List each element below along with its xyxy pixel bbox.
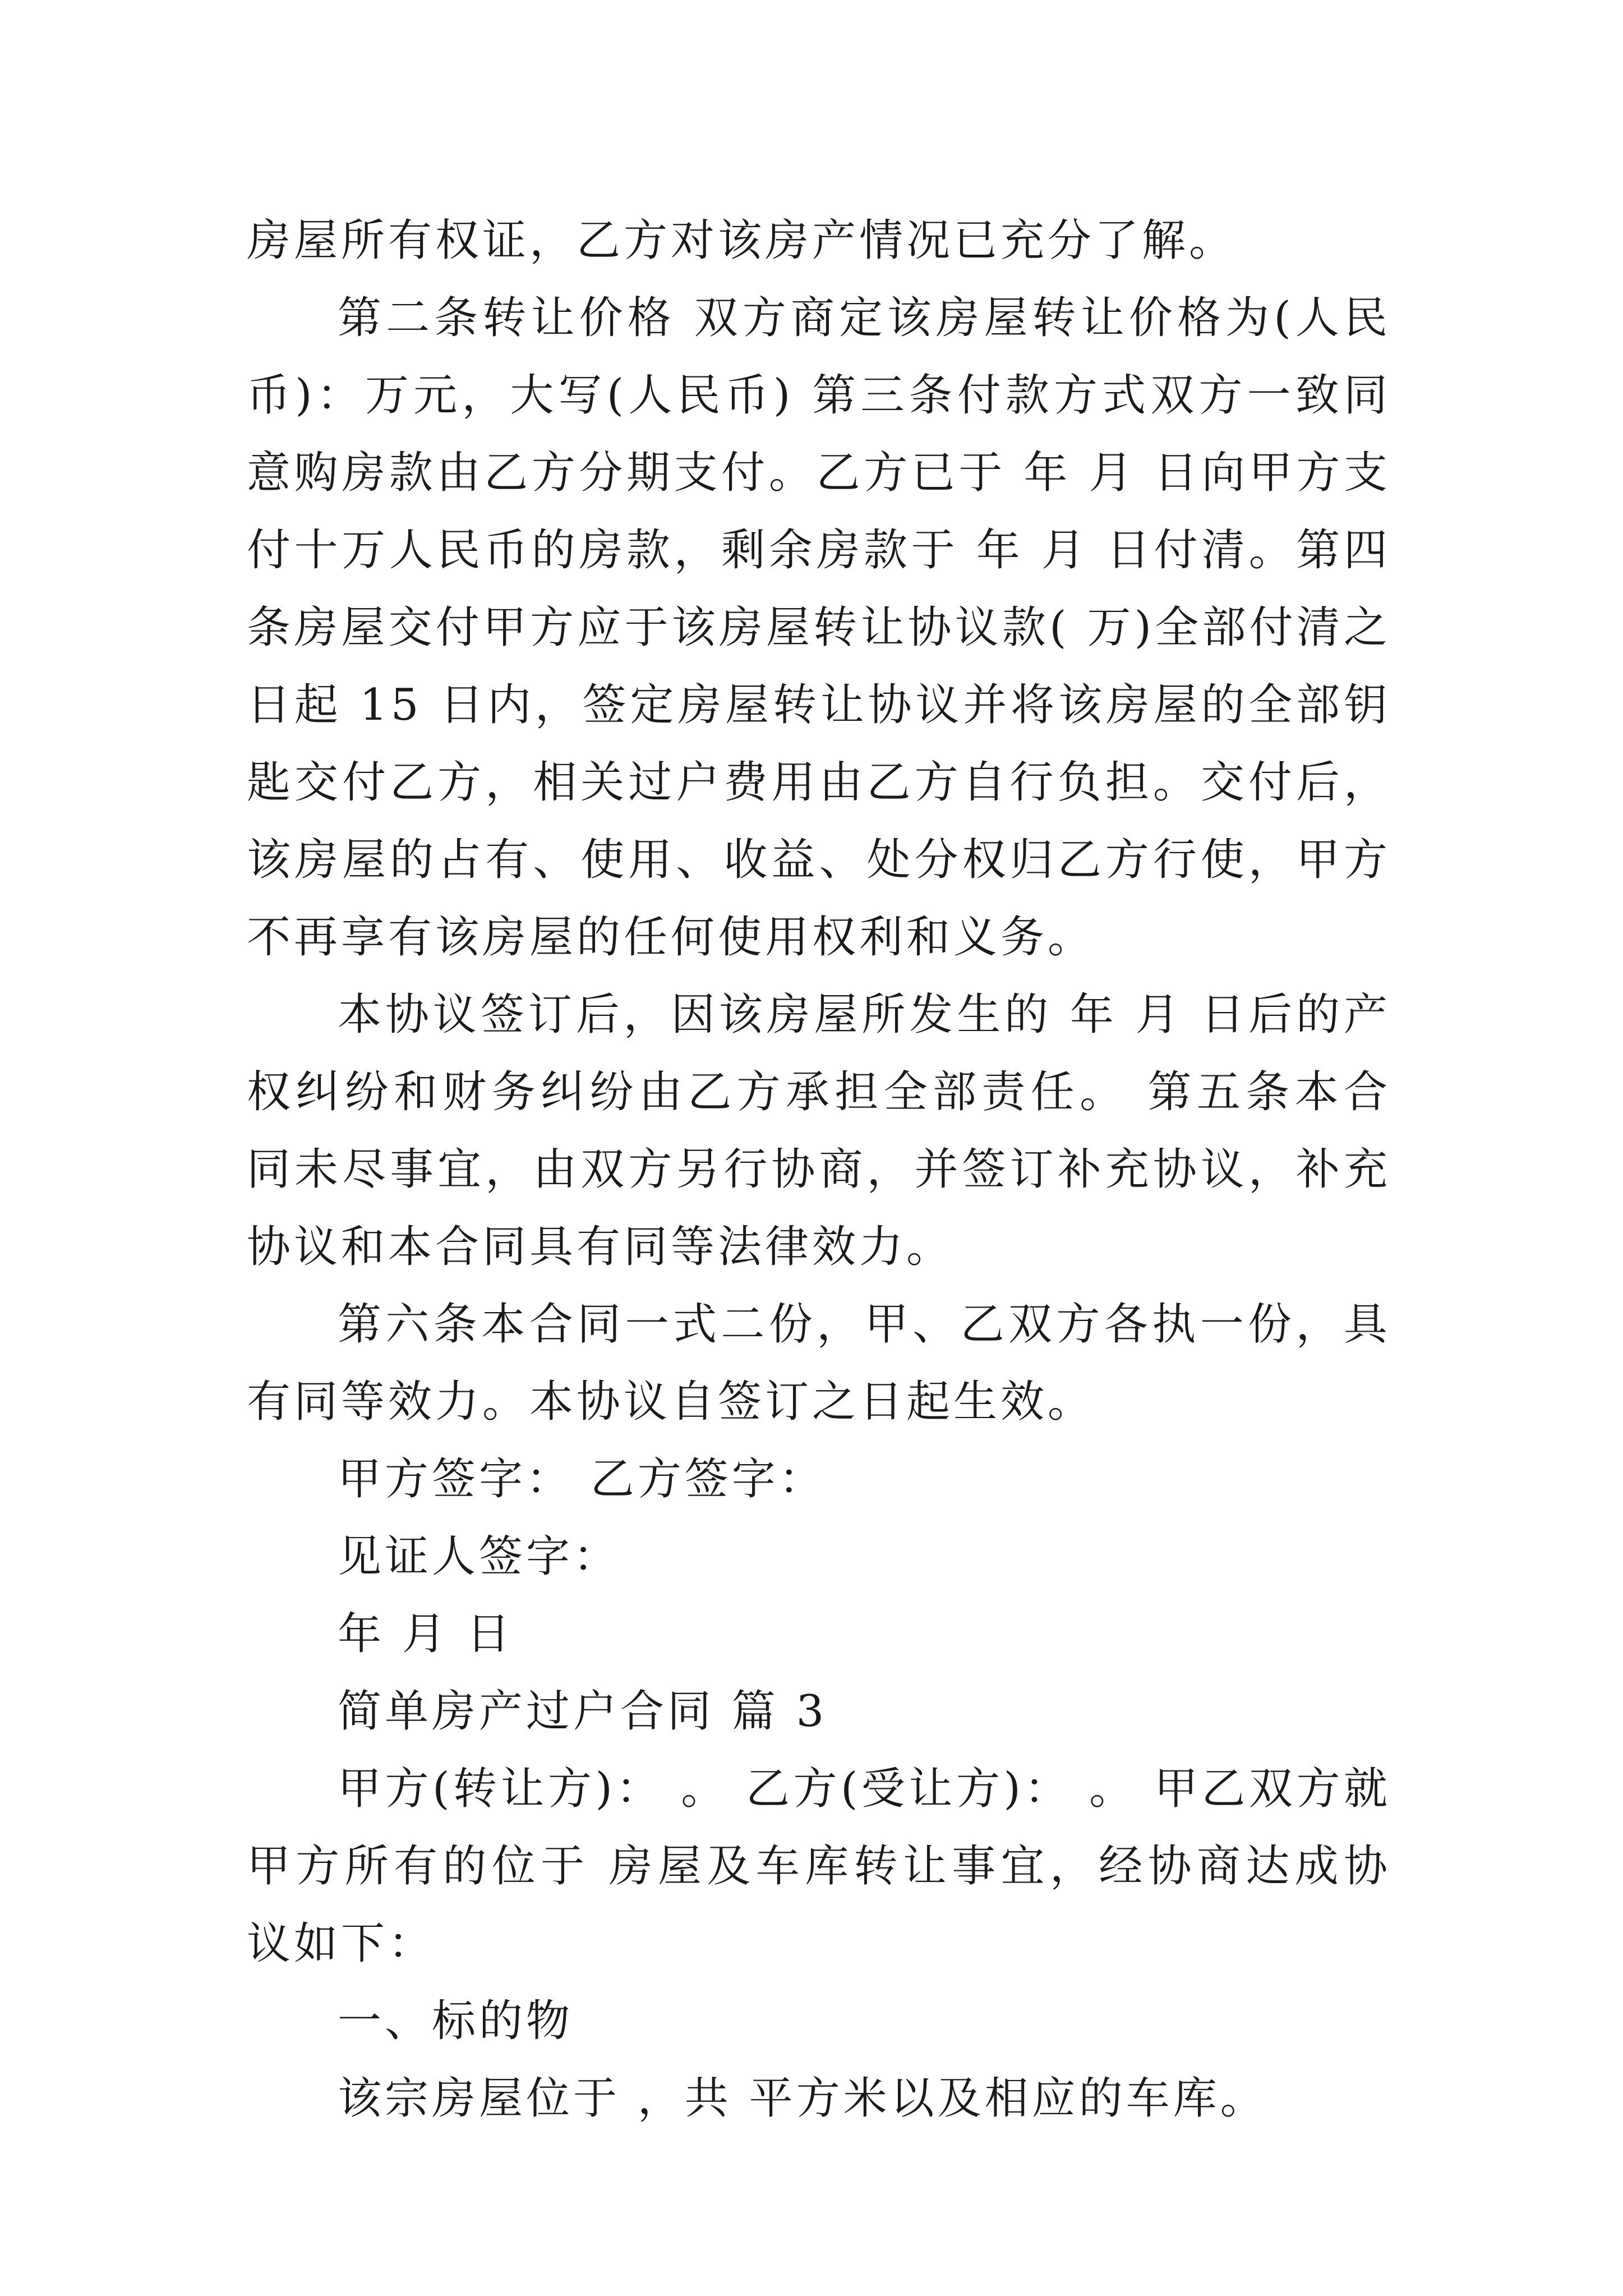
paragraph-parties: 甲方(转让方)： 。 乙方(受让方)： 。 甲乙双方就甲方所有的位于 房屋及车库转让事宜，经协商达成协议如下： [247,1764,1391,1969]
paragraph-article-2-4: 第二条转让价格 双方商定该房屋转让价格为(人民币)：万元，大写(人民币) 第三条付款方式双方一致同意购房款由乙方分期支付。乙方已于 年 月 日向甲方支付十万人民币的房款，剩余房款于 年 月 日付清。第四条房屋交付甲方应于该房屋转让协议款( 万)全部付清之日起 15 日内，签定房屋转让协议并将该房屋的全部钥匙交付乙方，相关过户费用由乙方自行负担。交付后，该房屋的占有、使用、收益、处分权归乙方行使，甲方不再享有该房屋的任何使用权利和义务。 [247,293,1391,963]
paragraph-article-6: 第六条本合同一式二份，甲、乙双方各执一份，具有同等效力。本协议自签订之日起生效。 [247,1299,1391,1427]
witness-signature-line: 见证人签字： [338,1531,621,1582]
date-line: 年 月 日 [338,1609,514,1659]
document-body [247,202,1391,2137]
paragraph-liability: 本协议签订后，因该房屋所发生的 年 月 日后的产权纠纷和财务纠纷由乙方承担全部责任。 第五条本合同未尽事宜，由双方另行协商，并签订补充协议，补充协议和本合同具有同等法律效力。 [247,990,1391,1272]
subject-heading: 一、标的物 [338,1996,574,2046]
paragraph-ownership: 房屋所有权证，乙方对该房产情况已充分了解。 [247,215,1237,266]
signature-line: 甲方签字： 乙方签字： [338,1454,826,1504]
paragraph-property-location: 该宗房屋位于 ，共 平方米以及相应的车库。 [338,2073,1267,2124]
section-heading: 简单房产过户合同 篇 3 [338,1686,828,1737]
